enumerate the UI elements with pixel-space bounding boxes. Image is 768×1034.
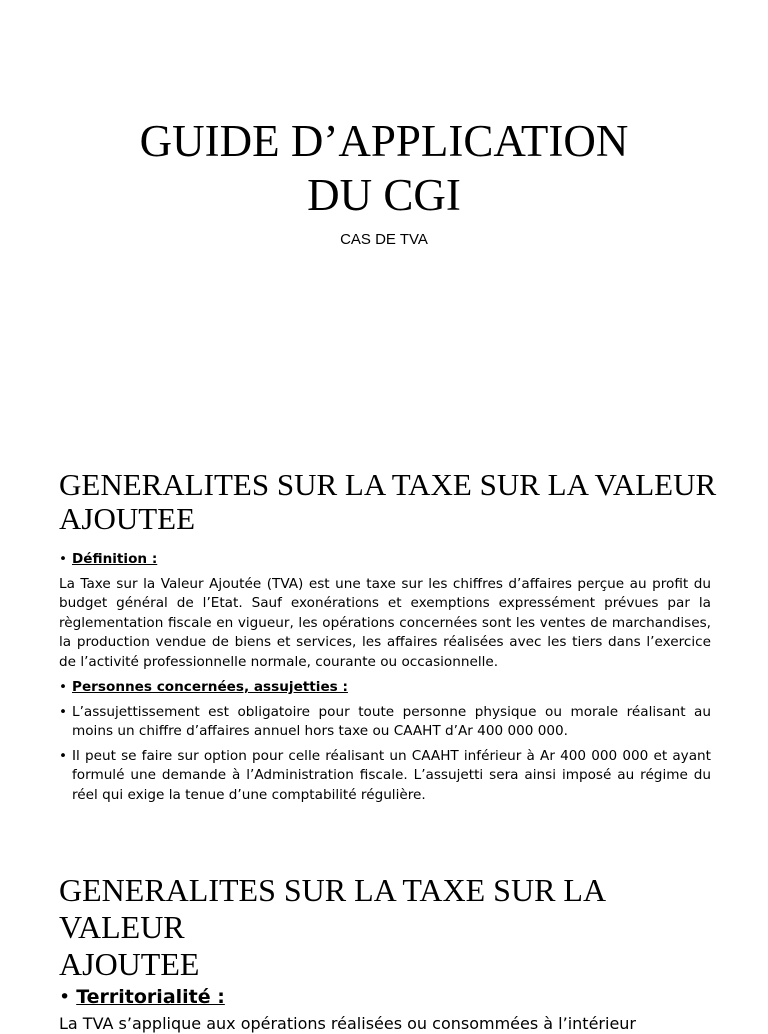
definition-paragraph: La Taxe sur la Valeur Ajoutée (TVA) est une taxe sur les chiffres d’affaires perçue au profit du budget général de l’Etat. Sauf exonérations et exemptions expressément prévues par la règlementation fiscale en vigueur, les opérations concernées sont les ventes de marchandises, la production vendue de biens et services, les affaires réalisées avec les tiers dans l’exercice de l’activité professionnelle normale, courante ou occasionnelle. bbox=[59, 575, 711, 670]
title-slide bbox=[0, 0, 768, 440]
definition-bullet bbox=[59, 550, 711, 570]
bullet-dot: • bbox=[59, 986, 71, 1008]
heading-line-1: GENERALITES SUR LA TAXE SUR LA VALEUR bbox=[59, 467, 717, 502]
obligation-bullet: • L’assujettissement est obligatoire pour toute personne physique ou morale réalisant au moins un chiffre d’affaires annuel hors taxe ou CAAHT d’Ar 400 000 000. bbox=[59, 703, 711, 742]
definition-label: Définition : bbox=[72, 551, 158, 567]
heading2-line-3: AJOUTEE bbox=[59, 946, 200, 982]
document-subtitle: CAS DE TVA bbox=[340, 231, 428, 248]
territoriality-bullet bbox=[59, 985, 225, 1009]
heading2-line-2: VALEUR bbox=[59, 909, 185, 945]
persons-bullet bbox=[59, 678, 711, 698]
section-heading bbox=[59, 468, 719, 536]
section-content bbox=[59, 550, 711, 810]
heading2-line-1: GENERALITES SUR LA TAXE SUR LA bbox=[59, 872, 607, 908]
title-line-2: DU CGI bbox=[307, 170, 461, 220]
title-line-1: GUIDE D’APPLICATION bbox=[139, 116, 629, 166]
document-title bbox=[0, 114, 768, 222]
section-heading-2 bbox=[59, 872, 699, 983]
heading-line-2: AJOUTEE bbox=[59, 501, 196, 536]
territoriality-label: Territorialité : bbox=[76, 986, 225, 1008]
persons-label: Personnes concernées, assujetties : bbox=[72, 679, 348, 695]
option-bullet: • Il peut se faire sur option pour celle réalisant un CAAHT inférieur à Ar 400 000 000 et ayant formulé une demande à l’Administration fiscale. L’assujetti sera ainsi imposé au régime du réel qui exige la tenue d’une comptabilité régulière. bbox=[59, 747, 711, 806]
territoriality-text: La TVA s’applique aux opérations réalisées ou consommées à l’intérieur bbox=[59, 1014, 636, 1033]
